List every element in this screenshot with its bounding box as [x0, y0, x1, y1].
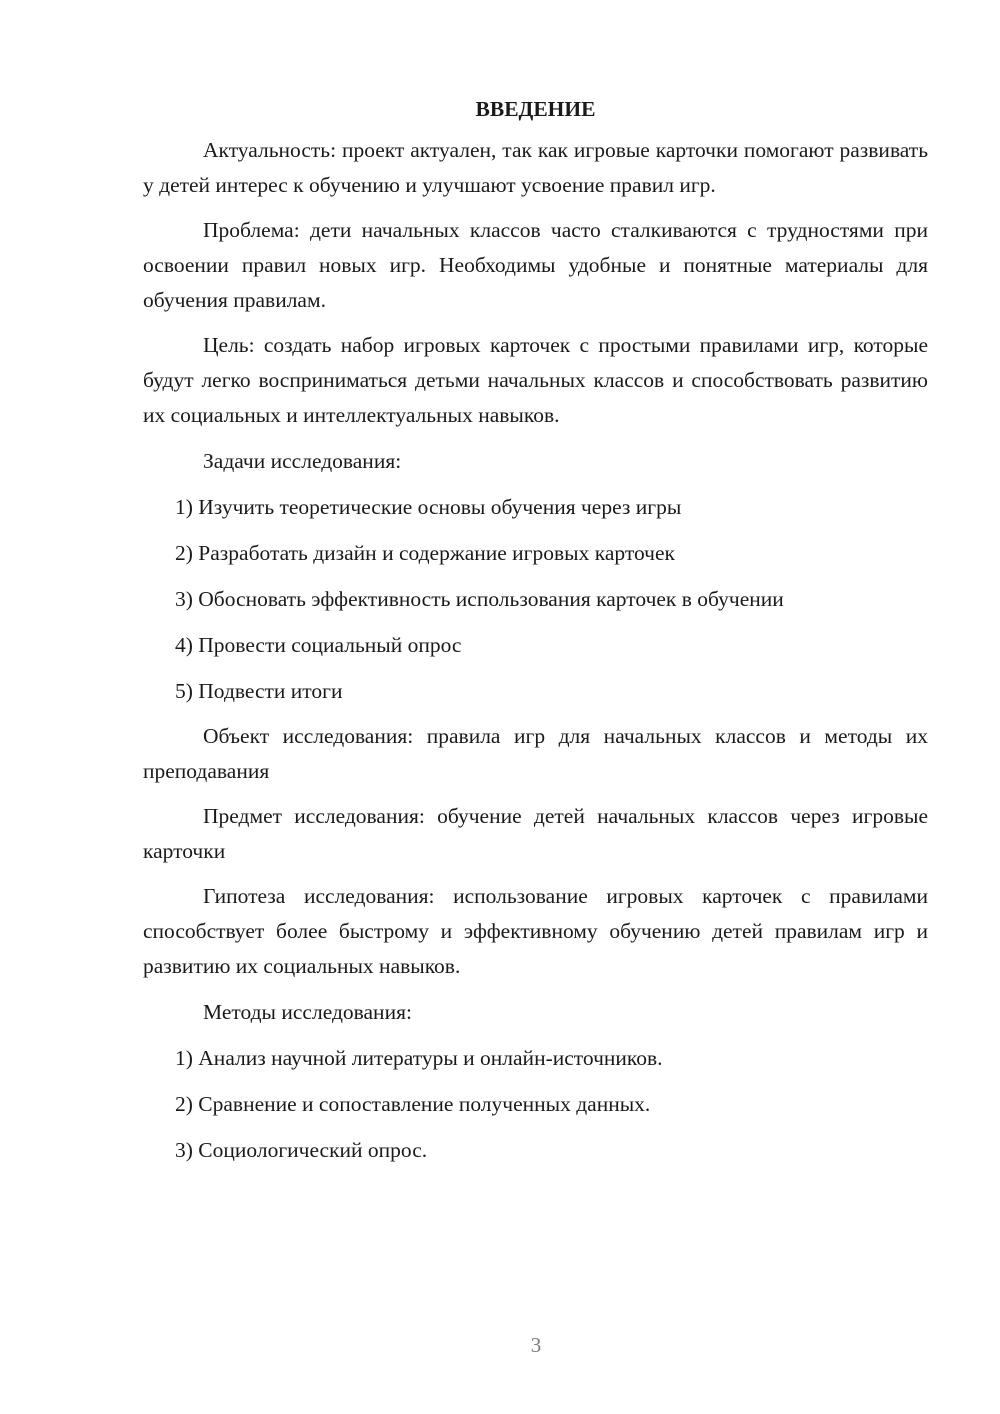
page-content: [143, 92, 928, 1168]
section-title: ВВЕДЕНИЕ: [475, 97, 596, 121]
paragraph-goal: Цель: создать набор игровых карточек с простыми правилами игр, которые будут легко восприниматься детьми начальных классов и способствовать развитию их социальных и интеллектуальных навыков.: [143, 333, 928, 427]
list-item-method-1: 1) Анализ научной литературы и онлайн-источников.: [175, 1046, 663, 1070]
page-number: 3: [530, 1333, 542, 1357]
list-item-task-1: 1) Изучить теоретические основы обучения через игры: [175, 495, 682, 519]
paragraph-problem: Проблема: дети начальных классов часто сталкиваются с трудностями при освоении правил новых игр. Необходимы удобные и понятные материалы для обучения правилам.: [143, 218, 928, 312]
paragraph-object: Объект исследования: правила игр для начальных классов и методы их преподавания: [143, 724, 928, 783]
methods-heading: Методы исследования:: [203, 1000, 412, 1024]
list-item-task-3: 3) Обосновать эффективность использования карточек в обучении: [175, 587, 784, 611]
paragraph-relevance: Актуальность: проект актуален, так как игровые карточки помогают развивать у детей интерес к обучению и улучшают усвоение правил игр.: [143, 138, 928, 197]
tasks-heading: Задачи исследования:: [203, 449, 402, 473]
list-item-task-2: 2) Разработать дизайн и содержание игровых карточек: [175, 541, 675, 565]
list-item-method-3: 3) Социологический опрос.: [175, 1138, 428, 1162]
paragraph-hypothesis: Гипотеза исследования: использование игровых карточек с правилами способствует более быстрому и эффективному обучению детей правилам игр и развитию их социальных навыков.: [143, 884, 928, 978]
list-item-method-2: 2) Сравнение и сопоставление полученных данных.: [175, 1092, 651, 1116]
tasks-list: [143, 490, 928, 709]
list-item-task-4: 4) Провести социальный опрос: [175, 633, 462, 657]
methods-list: [143, 1041, 928, 1168]
list-item-task-5: 5) Подвести итоги: [175, 679, 343, 703]
paragraph-subject: Предмет исследования: обучение детей начальных классов через игровые карточки: [143, 804, 928, 863]
